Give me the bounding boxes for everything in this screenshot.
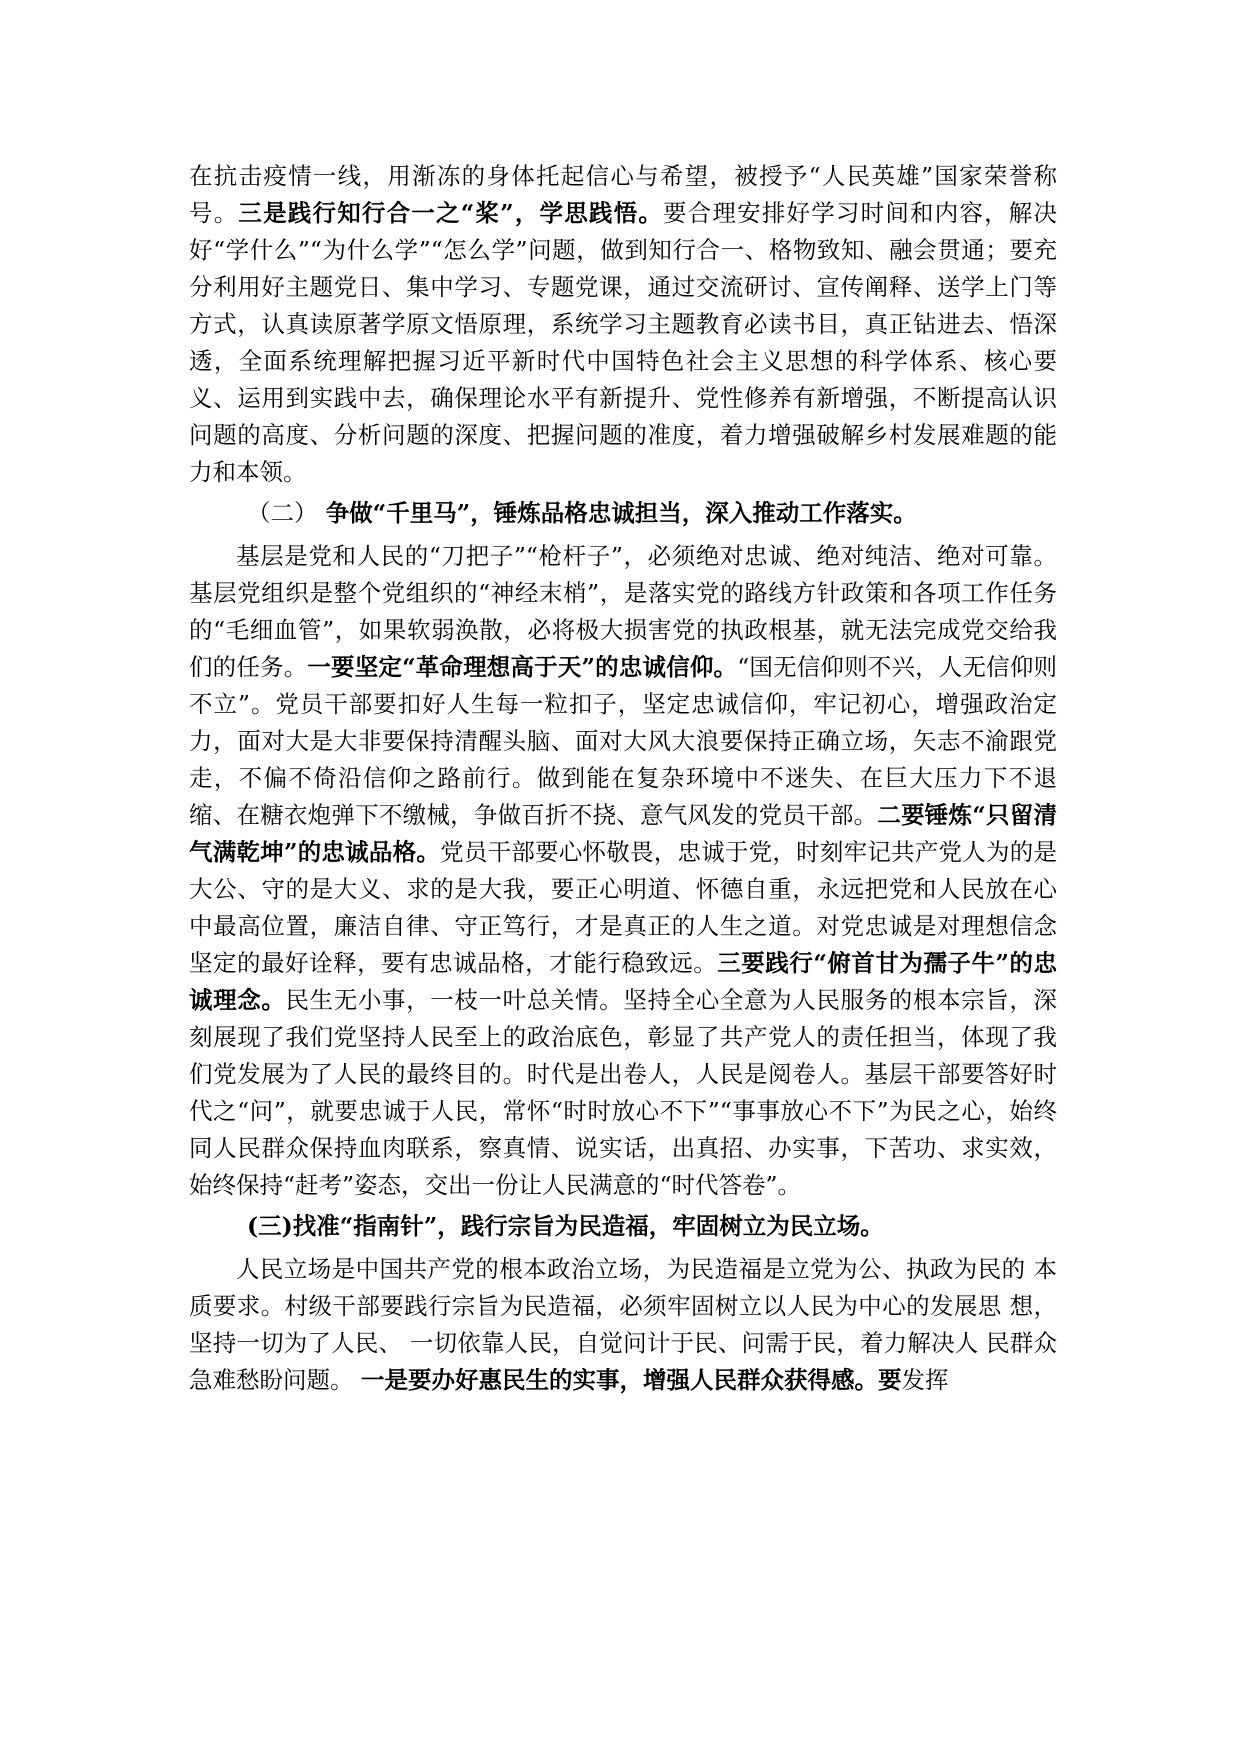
paragraph-1-text-2: 要合理安排好学习时间和内容，解决好“学什么”“为什么学”“怎么学”问题，做到知行合一、格物致知、融会贯通；要充分利用好主题党日、集中学习、专题党课，通过交流研讨、宣传阐释、送学上门等方式，认真读原著学原文悟原理，系统学习主题教育必读书目，真正钻进去、悟深透，全面系统理解把握习近平新时代中国特色社会主义思想的科学体系、核心要义、运用到实践中去，确保理论水平有新提升、党性修养有新增强，不断提高认识问题的高度、分析问题的深度、把握问题的准度，着力增强破解乡村发展难题的能力和本领。 xyxy=(189,199,1058,486)
paragraph-3-text-1: 人民立场是中国共产党的根本政治立场，为民造福是立党为公、执政为民的 本质要求。村级干部要践行宗旨为民造福，必须牢固树立以人民为中心的发展思 想，坚持一切为了人民、 一切依靠人民，自觉问计于民、问需于民，着力解决人 民群众急难愁盼问题。 xyxy=(189,1255,1057,1394)
paragraph-1 xyxy=(189,158,1057,491)
section-heading-3 xyxy=(189,1208,1057,1245)
section-heading-3-text: (三)找准“指南针”，践行宗旨为民造福，牢固树立为民立场。 xyxy=(247,1212,884,1240)
paragraph-3 xyxy=(189,1251,1057,1399)
section-heading-2-text: 争做“千里马”，锤炼品格忠诚担当，深入推动工作落实。 xyxy=(325,499,917,527)
paragraph-2 xyxy=(189,538,1057,1204)
section-heading-2-number: （二） xyxy=(247,499,318,527)
paragraph-2-bold-1: 一要坚定“革命理想高于天”的忠诚信仰。 xyxy=(307,653,738,681)
paragraph-1-bold-1: 三是践行知行合一之“桨”，学思践悟。 xyxy=(238,199,664,227)
paragraph-3-text-2: 发挥 xyxy=(901,1366,949,1394)
paragraph-2-text-1: 基层是党和人民的“刀把子”“枪杆子”，必须绝对忠诚、绝对纯洁、绝对可靠。基层党组织是整个党组织的“神经末梢”，是落实党的路线方针政策和各项工作任务的“毛细血管”，如果软弱涣散，必将极大损害党的执政根基，就无法完成党交给我们的任务。 xyxy=(189,542,1057,681)
paragraph-2-bold-3: 三要践行“俯首甘为孺子牛”的忠诚理念。 xyxy=(189,949,1057,1014)
document-body xyxy=(189,158,1057,1399)
paragraph-2-text-3: 党员干部要心怀敬畏，忠诚于党，时刻牢记共产党人为的是大公、守的是大义、求的是大我，要正心明道、怀德自重，永远把党和人民放在心中最高位置，廉洁自律、守正笃行，才是真正的人生之道。对党忠诚是对理想信念坚定的最好诠释，要有忠诚品格，才能行稳致远。 xyxy=(189,838,1057,977)
paragraph-2-bold-2: 二要锤炼“只留清气满乾坤”的忠诚品格。 xyxy=(189,801,1057,866)
paragraph-3-bold-1: 一是要办好惠民生的实事，增强人民群众获得感。要 xyxy=(360,1366,902,1394)
paragraph-2-text-4: 民生无小事，一枝一叶总关情。坚持全心全意为人民服务的根本宗旨，深刻展现了我们党坚持人民至上的政治底色，彰显了共产党人的责任担当，体现了我们党发展为了人民的最终目的。时代是出卷人，人民是阅卷人。基层干部要答好时代之“问”，就要忠诚于人民，常怀“时时放心不下”“事事放心不下”为民之心，始终同人民群众保持血肉联系，察真情、说实话，出真招、办实事，下苦功、求实效，始终保持“赶考”姿态，交出一份让人民满意的“时代答卷”。 xyxy=(189,986,1058,1199)
section-heading-2 xyxy=(189,495,1057,532)
paragraph-1-text-1: 在抗击疫情一线，用渐冻的身体托起信心与希望，被授予“人民英雄”国家荣誉称号。 xyxy=(189,162,1057,227)
paragraph-2-text-2: “国无信仰则不兴，人无信仰则不立”。党员干部要扣好人生每一粒扣子，坚定忠诚信仰，牢记初心，增强政治定力，面对大是大非要保持清醒头脑、面对大风大浪要保持正确立场，矢志不渝跟党走，不偏不倚沿信仰之路前行。做到能在复杂环境中不迷失、在巨大压力下不退缩、在糖衣炮弹下不缴械，争做百折不挠、意气风发的党员干部。 xyxy=(189,653,1057,829)
